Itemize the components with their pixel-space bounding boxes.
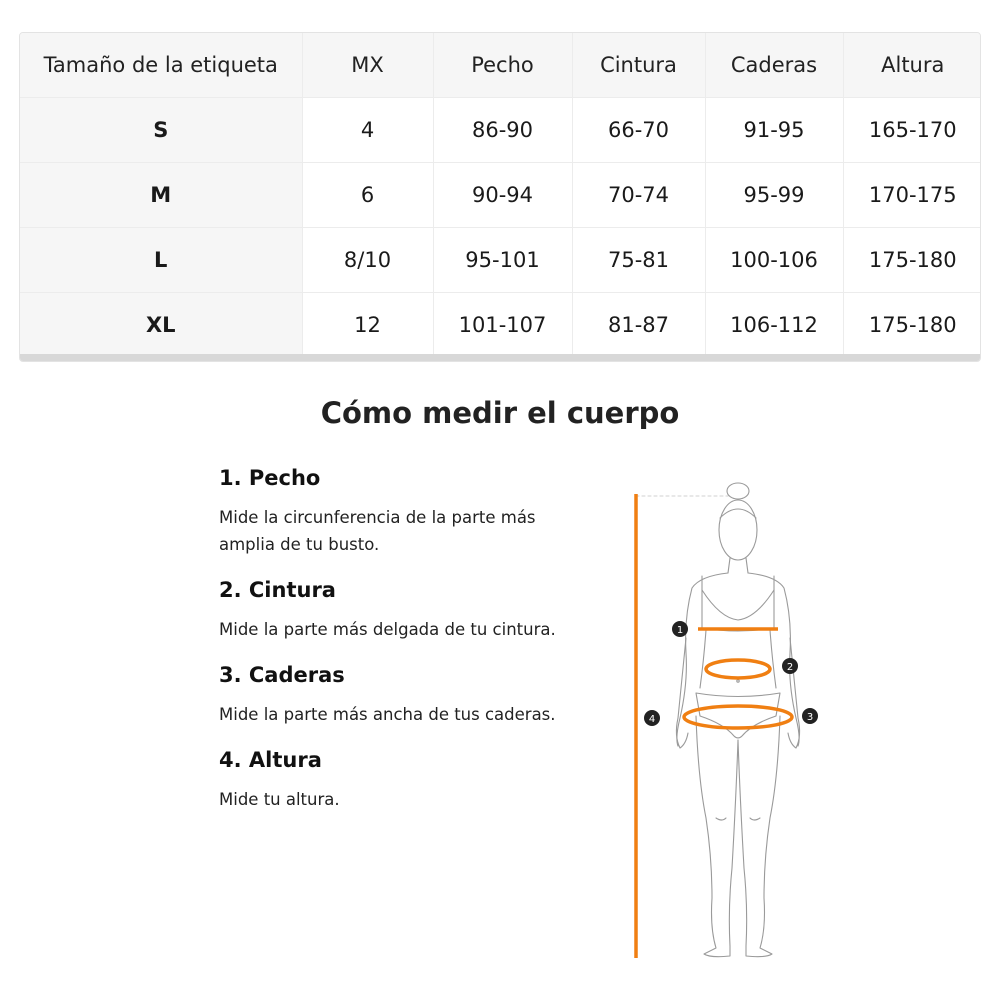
hips-measure-ring xyxy=(684,706,792,728)
cell-chest: 101-107 xyxy=(433,293,572,358)
cell-height: 170-175 xyxy=(843,163,981,228)
header-chest: Pecho xyxy=(433,33,572,98)
marker-1-label: 1 xyxy=(676,625,684,636)
marker-3 xyxy=(802,708,818,724)
header-mx: MX xyxy=(302,33,433,98)
table-row xyxy=(20,228,981,293)
table-row xyxy=(20,163,981,228)
marker-2 xyxy=(782,658,798,674)
step-text: Mide la circunferencia de la parte más amplia de tu busto. xyxy=(219,508,536,554)
marker-3-label: 3 xyxy=(806,712,814,723)
header-hips: Caderas xyxy=(705,33,843,98)
header-tag-size: Tamaño de la etiqueta xyxy=(20,33,302,98)
size-label: S xyxy=(20,98,302,163)
step-height xyxy=(219,748,579,813)
cell-chest: 90-94 xyxy=(433,163,572,228)
cell-waist: 66-70 xyxy=(572,98,705,163)
header-height: Altura xyxy=(843,33,981,98)
marker-2-label: 2 xyxy=(786,662,794,673)
table-row xyxy=(20,98,981,163)
cell-mx: 8/10 xyxy=(302,228,433,293)
cell-hips: 106-112 xyxy=(705,293,843,358)
step-waist xyxy=(219,578,579,643)
measurement-steps xyxy=(219,466,579,833)
step-chest xyxy=(219,466,579,558)
cell-height: 175-180 xyxy=(843,228,981,293)
size-label: L xyxy=(20,228,302,293)
marker-1 xyxy=(672,621,688,637)
header-waist: Cintura xyxy=(572,33,705,98)
size-label: M xyxy=(20,163,302,228)
table-row xyxy=(20,293,981,358)
cell-hips: 100-106 xyxy=(705,228,843,293)
cell-height: 175-180 xyxy=(843,293,981,358)
body-outline-illustration xyxy=(620,478,830,962)
body-measurement-figure xyxy=(620,478,830,962)
cell-waist: 75-81 xyxy=(572,228,705,293)
table-bottom-shadow xyxy=(20,354,980,361)
cell-mx: 12 xyxy=(302,293,433,358)
size-chart xyxy=(19,32,981,362)
step-text: Mide tu altura. xyxy=(219,790,340,809)
marker-4-label: 4 xyxy=(648,714,656,725)
cell-mx: 6 xyxy=(302,163,433,228)
cell-hips: 91-95 xyxy=(705,98,843,163)
cell-waist: 70-74 xyxy=(572,163,705,228)
step-title: 4. Altura xyxy=(219,748,322,772)
cell-mx: 4 xyxy=(302,98,433,163)
marker-4 xyxy=(644,710,660,726)
cell-waist: 81-87 xyxy=(572,293,705,358)
step-title: 2. Cintura xyxy=(219,578,336,602)
cell-hips: 95-99 xyxy=(705,163,843,228)
how-to-measure-title: Cómo medir el cuerpo xyxy=(320,396,680,430)
cell-height: 165-170 xyxy=(843,98,981,163)
body-outline xyxy=(636,483,800,957)
step-text: Mide la parte más delgada de tu cintura. xyxy=(219,620,556,639)
waist-measure-ring xyxy=(706,660,770,678)
step-text: Mide la parte más ancha de tus caderas. xyxy=(219,705,556,724)
size-table xyxy=(20,33,981,358)
step-title: 1. Pecho xyxy=(219,466,321,490)
size-label: XL xyxy=(20,293,302,358)
step-title: 3. Caderas xyxy=(219,663,345,687)
cell-chest: 95-101 xyxy=(433,228,572,293)
table-header-row xyxy=(20,33,981,98)
step-hips xyxy=(219,663,579,728)
cell-chest: 86-90 xyxy=(433,98,572,163)
